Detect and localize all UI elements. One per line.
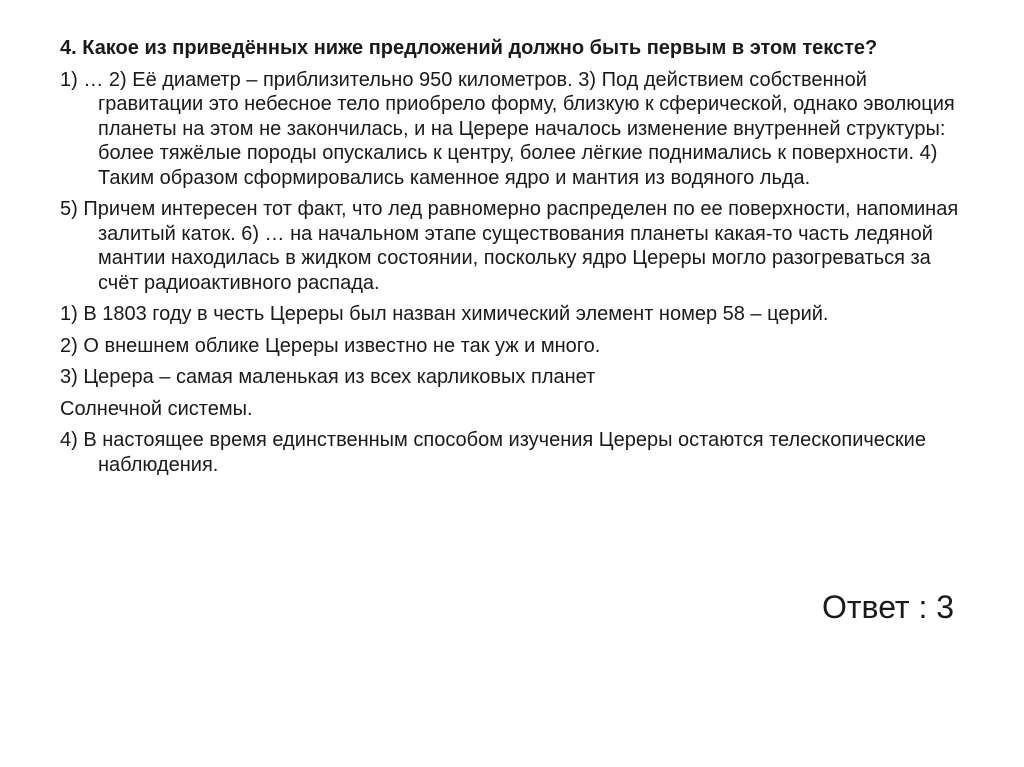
answer-text: Ответ : 3 (822, 589, 955, 625)
text-paragraph-1: 1) … 2) Её диаметр – приблизительно 950 километров. 3) Под действием собственной гравитации это небесное тело приобрело форму, близкую к сферической, однако эволюция планеты на этом не закончилась, и на Церере началось изменение внутренней структуры: более тяжёлые породы опускались к центру, более лёгкие поднимались к поверхности. 4) Таким образом сформировались каменное ядро и мантия из водяного льда. (60, 68, 955, 189)
option-4: 4) В настоящее время единственным способом изучения Цереры остаются телескопические наблюдения. (60, 429, 926, 476)
option-2: 2) О внешнем облике Цереры известно не так уж и много. (60, 334, 601, 357)
option-3-continuation: Солнечной системы. (60, 397, 253, 420)
option-3: 3) Церера – самая маленькая из всех карликовых планет (60, 366, 596, 388)
option-1: 1) В 1803 году в честь Цереры был назван химический элемент номер 58 – церий. (60, 303, 829, 325)
text-paragraph-2: 5) Причем интересен тот факт, что лед равномерно распределен по ее поверхности, напоминая залитый каток. 6) … на начальном этапе существования планеты какая-то часть ледяной мантии находилась в жидком состоянии, поскольку ядро Цереры могло разогреваться за счёт радиоактивного распада. (60, 198, 959, 294)
question-text: 4. Какое из приведённых ниже предложений должно быть первым в этом тексте? (60, 37, 878, 59)
slide-content (60, 36, 970, 484)
